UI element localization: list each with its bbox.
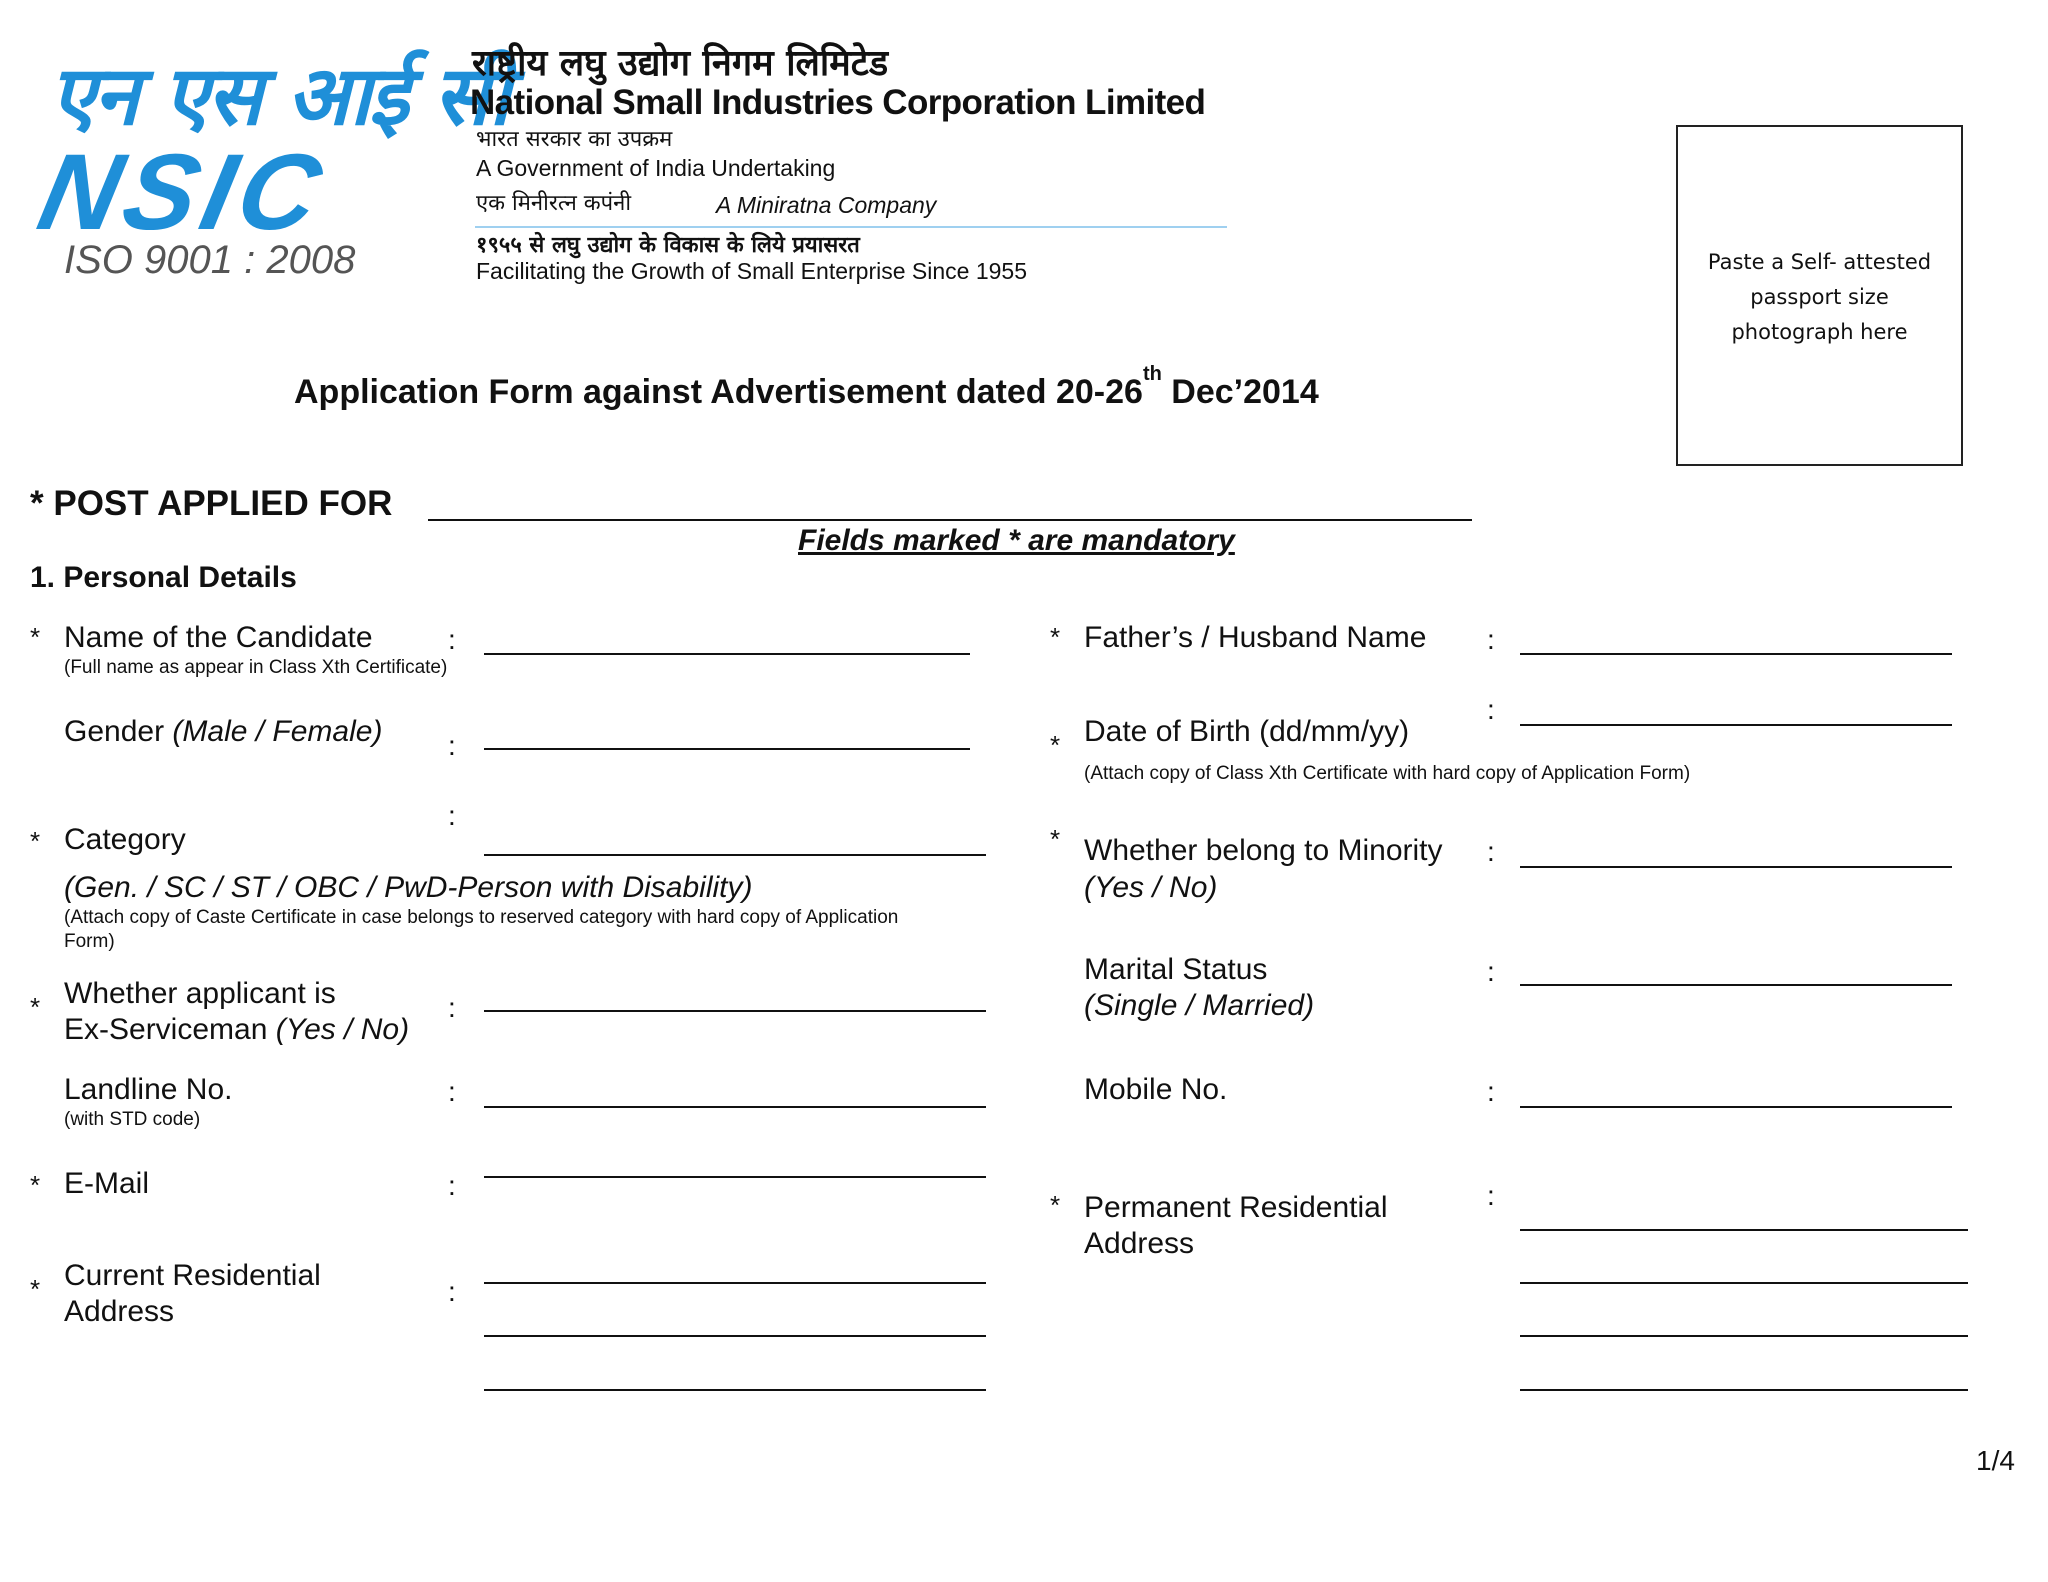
permanent-address-label: Permanent Residential	[1084, 1191, 1388, 1224]
header-divider	[475, 226, 1227, 228]
exserviceman-label-cont: Ex-Serviceman (Yes / No)	[64, 1013, 410, 1046]
category-hint-cont: Form)	[64, 931, 115, 952]
required-star: *	[1050, 622, 1061, 652]
post-applied-label: * POST APPLIED FOR	[30, 484, 393, 523]
email-input[interactable]	[484, 1176, 986, 1178]
exserviceman-input[interactable]	[484, 1010, 986, 1012]
colon: :	[1487, 956, 1495, 987]
required-star: *	[1050, 730, 1061, 760]
current-address-input-3[interactable]	[484, 1389, 986, 1391]
colon: :	[448, 992, 456, 1023]
required-star: *	[30, 1274, 41, 1304]
tagline-hindi: १९५५ से लघु उद्योग के विकास के लिये प्रयासरत	[476, 233, 860, 258]
required-star: *	[1050, 824, 1061, 854]
permanent-address-input-4[interactable]	[1520, 1389, 1968, 1391]
minority-label: Whether belong to Minority	[1084, 834, 1443, 867]
tagline: Facilitating the Growth of Small Enterprise Since 1955	[476, 258, 1027, 284]
required-star: *	[1050, 1190, 1061, 1220]
colon: :	[448, 800, 456, 831]
colon: :	[448, 1276, 456, 1307]
email-label: E-Mail	[64, 1167, 150, 1200]
father-name-input[interactable]	[1520, 653, 1952, 655]
required-star: *	[30, 622, 41, 652]
mandatory-note: Fields marked * are mandatory	[798, 524, 1235, 557]
permanent-address-input-2[interactable]	[1520, 1282, 1968, 1284]
minority-options: (Yes / No)	[1084, 871, 1218, 904]
colon: :	[448, 1076, 456, 1107]
required-star: *	[30, 992, 41, 1022]
iso-certification: ISO 9001 : 2008	[64, 238, 356, 282]
org-name: National Small Industries Corporation Limited	[470, 83, 1206, 122]
form-title: Application Form against Advertisement dated 20-26th Dec’2014	[294, 363, 1319, 411]
miniratna-hindi: एक मिनीरत्न कपंनी	[476, 191, 632, 216]
exserviceman-label: Whether applicant is	[64, 977, 336, 1010]
photo-instructions: Paste a Self- attested passport size photograph here	[1707, 250, 1932, 344]
name-input[interactable]	[484, 653, 970, 655]
colon: :	[1487, 1076, 1495, 1107]
logo-nsic: NSIC	[29, 131, 337, 252]
dob-input[interactable]	[1520, 724, 1952, 726]
marital-status-input[interactable]	[1520, 984, 1952, 986]
landline-hint: (with STD code)	[64, 1109, 201, 1130]
mobile-label: Mobile No.	[1084, 1073, 1228, 1106]
dob-label: Date of Birth (dd/mm/yy)	[1084, 715, 1410, 748]
dob-hint: (Attach copy of Class Xth Certificate with hard copy of Application Form)	[1084, 763, 1691, 784]
minority-input[interactable]	[1520, 866, 1952, 868]
gender-input[interactable]	[484, 748, 970, 750]
permanent-address-label-cont: Address	[1084, 1227, 1195, 1260]
colon: :	[448, 1170, 456, 1201]
marital-status-options: (Single / Married)	[1084, 989, 1315, 1022]
name-label: Name of the Candidate	[64, 621, 373, 654]
miniratna: A Miniratna Company	[716, 192, 937, 218]
colon: :	[1487, 624, 1495, 655]
required-star: *	[30, 826, 41, 856]
colon: :	[1487, 836, 1495, 867]
colon: :	[448, 624, 456, 655]
current-address-label-cont: Address	[64, 1295, 175, 1328]
colon: :	[1487, 694, 1495, 725]
gender-label: Gender (Male / Female)	[64, 715, 383, 748]
colon: :	[1487, 1180, 1495, 1211]
permanent-address-input-1[interactable]	[1520, 1229, 1968, 1231]
required-star: *	[30, 1170, 41, 1200]
category-label: Category	[64, 823, 186, 856]
govt-undertaking: A Government of India Undertaking	[476, 155, 836, 181]
category-input[interactable]	[484, 854, 986, 856]
category-options: (Gen. / SC / ST / OBC / PwD-Person with Disability)	[64, 871, 753, 904]
section-heading: 1. Personal Details	[30, 561, 297, 594]
logo-hindi: एन एस आई सी	[50, 49, 509, 144]
current-address-label: Current Residential	[64, 1259, 321, 1292]
landline-input[interactable]	[484, 1106, 986, 1108]
father-name-label: Father’s / Husband Name	[1084, 621, 1427, 654]
category-hint: (Attach copy of Caste Certificate in case belongs to reserved category with hard copy of Application	[64, 907, 899, 928]
mobile-input[interactable]	[1520, 1106, 1952, 1108]
marital-status-label: Marital Status	[1084, 953, 1268, 986]
govt-undertaking-hindi: भारत सरकार का उपक्रम	[476, 127, 673, 152]
post-applied-input[interactable]	[428, 519, 1472, 521]
colon: :	[448, 730, 456, 761]
name-hint: (Full name as appear in Class Xth Certificate)	[64, 657, 448, 678]
current-address-input-1[interactable]	[484, 1282, 986, 1284]
current-address-input-2[interactable]	[484, 1335, 986, 1337]
permanent-address-input-3[interactable]	[1520, 1335, 1968, 1337]
landline-label: Landline No.	[64, 1073, 233, 1106]
org-name-hindi: राष्ट्रीय लघु उद्योग निगम लिमिटेड	[472, 43, 889, 84]
page-number: 1/4	[1976, 1445, 2015, 1476]
